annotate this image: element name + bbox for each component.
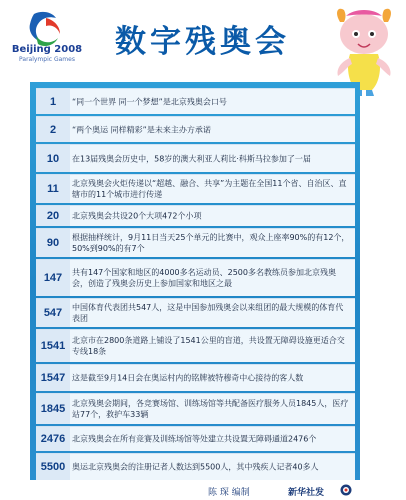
fact-row-5 [36,205,355,226]
fact-number: 5500 [36,454,70,480]
fact-row-12 [36,426,355,451]
fact-text: 北京残奥会在所有竞赛及训练场馆等处建立共设置无障碍通道2476个 [72,434,317,444]
fact-text: 这是截至9月14日会在奥运村内的铭牌被特穆奇中心接待的客人数 [72,373,304,383]
fact-number: 1 [36,89,70,114]
fact-row-9 [36,329,355,362]
agency-name: 新华社发 [288,488,325,498]
fact-text: 北京市在2800条道路上铺设了1541公里的盲道，共设置无障碍设施更适合交专线18条 [72,336,345,356]
fact-text: 北京残奥会火炬传递以“超越、融合、共享”为主题在全国11个省、自治区、直辖市的11个城市进行传递 [72,179,347,199]
fact-text: 北京残奥会期间，各竞赛场馆、训练场馆等共配备医疗服务人员1845人，医疗站77个，救护车33辆 [72,399,349,419]
fact-row-13 [36,453,355,480]
fact-row-2 [36,116,355,142]
fact-text: 奥运北京残奥会的注册记者人数达到5500人，其中残疾人记者40多人 [72,462,319,472]
fact-row-10 [36,364,355,391]
fact-text: 共有147个国家和地区的4000多名运动员、2500多名教练员参加北京残奥会，创造了残奥会历史上参加国家和地区之最 [72,268,336,288]
fact-row-6 [36,228,355,257]
fact-text: 根据抽样统计，9月11日当天25个单元的比赛中，观众上座率90%的有12个，50%到90%的有7个 [72,233,350,253]
logo-caption-line1: Beijing 2008 [12,44,82,55]
fact-text: “同一个世界 同一个梦想”是北京残奥会口号 [72,97,227,106]
fact-row-11 [36,393,355,424]
fact-number: 1547 [36,365,70,391]
fact-row-8 [36,298,355,327]
logo-caption-line2: Paralympic Games [19,56,75,63]
fact-row-3 [36,144,355,172]
page-title: 数字残奥会 [115,24,290,60]
fact-row-1 [36,88,355,114]
fact-number: 2476 [36,427,70,451]
header [0,0,406,80]
fact-number: 1845 [36,394,70,424]
fact-text: 北京残奥会共设20个大项472个小项 [72,211,202,221]
fact-number: 2 [36,117,70,142]
fact-row-7 [36,259,355,296]
fact-number: 1541 [36,330,70,362]
fact-number: 90 [36,229,70,257]
xinhua-logo-icon [340,484,352,496]
fact-text: 在13届残奥会历史中，58岁的澳大利亚人莉比·科斯马拉参加了一届 [72,154,311,163]
fact-number: 547 [36,299,70,327]
credit-text: 陈 琛 编制 [208,488,250,498]
fact-number: 147 [36,260,70,296]
fact-number: 20 [36,206,70,226]
fact-row-4 [36,174,355,203]
fact-number: 10 [36,145,70,172]
fact-text: “两个奥运 同样精彩”是未来主办方承诺 [72,125,211,134]
beijing-2008-paralympic-logo [12,8,82,70]
fact-number: 11 [36,175,70,203]
fact-text: 中国体育代表团共547人，这是中国参加残奥会以来组团的最大规模的体育代表团 [72,303,344,323]
